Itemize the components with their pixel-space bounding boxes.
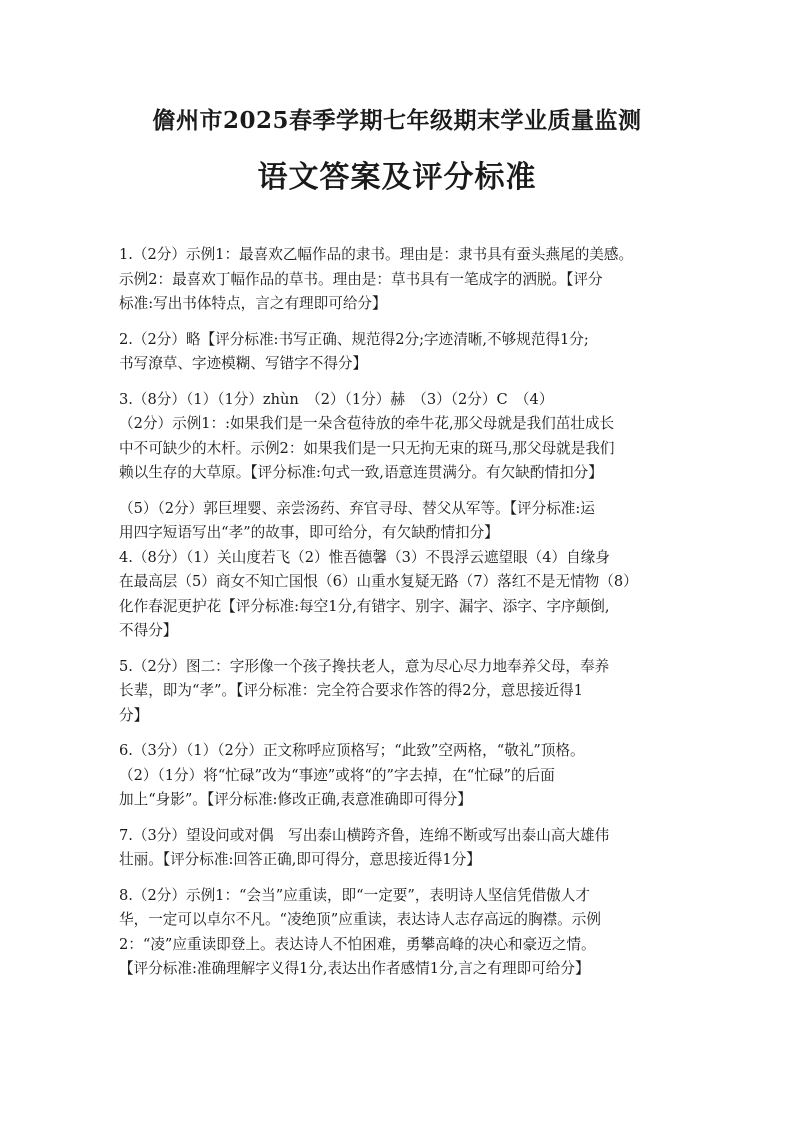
- answer-line: 示例2：最喜欢丁幅作品的草书。理由是：草书具有一笔成字的洒脱。【评分: [119, 270, 603, 288]
- answer-item: [119, 655, 699, 729]
- answer-line: 化作春泥更护花【评分标准:每空1分,有错字、别字、漏字、添字、字序颠倒,: [119, 597, 610, 615]
- answer-line: （5）（2分）郭巨埋婴、亲尝汤药、弃官寻母、替父从军等。【评分标准:运: [119, 499, 595, 517]
- answer-line: 用四字短语写出“孝”的故事，即可给分，有欠缺酌情扣分】: [119, 524, 499, 541]
- answer-line: 华，一定可以卓尔不凡。“凌绝顶”应重读，表达诗人志存高远的胸襟。示例: [119, 911, 601, 928]
- answer-line: 在最高层（5）商女不知亡国恨（6）山重水复疑无路（7）落红不是无情物（8）: [119, 573, 638, 590]
- answer-item: [119, 884, 699, 982]
- answer-line: 6.（3分）（1）（2分）正文称呼应顶格写；“此致”空两格，“敬礼”顶格。: [119, 742, 585, 759]
- answer-item: [119, 388, 699, 486]
- answer-line: 分】: [119, 706, 149, 724]
- answer-line: 4.（8分）（1）关山度若飞（2）惟吾德馨（3）不畏浮云遮望眼（4）自缘身: [119, 548, 610, 566]
- answer-line: 壮丽。【评分标准:回答正确,即可得分，意思接近得1分】: [119, 851, 481, 868]
- answer-line: 【评分标准:准确理解字义得1分,表达出作者感情1分,言之有理即可给分】: [119, 960, 590, 977]
- answer-line: 标准:写出书体特点，言之有理即可给分】: [119, 295, 387, 312]
- answer-line: 不得分】: [119, 622, 178, 639]
- answer-item: [119, 328, 699, 377]
- answer-line: 8.（2分）示例1：“会当”应重读，即“一定要”，表明诗人坚信凭借傲人才: [119, 886, 590, 904]
- answer-line: 2.（2分）略【评分标准:书写正确、规范得2分;字迹清晰,不够规范得1分;: [119, 330, 589, 348]
- answer-item: [119, 739, 699, 813]
- answer-line: （2分）示例1：:如果我们是一朵含苞待放的牵牛花,那父母就是我们茁壮成长: [119, 415, 615, 432]
- exam-title: 儋州市2025春季学期七年级期末学业质量监测: [152, 107, 642, 134]
- answer-line: 加上“身影”。【评分标准:修改正确,表意准确即可得分】: [119, 791, 472, 808]
- answer-line: 中不可缺少的木杆。示例2：如果我们是一只无拘无束的斑马,那父母就是我们: [119, 439, 615, 457]
- document-subtitle: 语文答案及评分标准: [257, 160, 537, 195]
- answer-line: 7.（3分）望设问或对偶 写出泰山横跨齐鲁，连绵不断或写出泰山高大雄伟: [119, 826, 610, 844]
- answer-item: [119, 243, 699, 317]
- answer-list: [119, 243, 699, 982]
- answer-line: 5.（2分）图二：字形像一个孩子搀扶老人，意为尽心尽力地奉养父母，奉养: [119, 657, 610, 675]
- answer-line: 书写潦草、字迹模糊、写错字不得分】: [119, 355, 368, 372]
- answer-item: [119, 824, 699, 873]
- answer-line: 3.（8分）（1）（1分）zhùn （2）（1分）赫 （3）（2分）C （4）: [119, 390, 554, 408]
- answer-line: （2）（1分）将“忙碌”改为“事迹”或将“的”字去掉，在“忙碌”的后面: [119, 766, 555, 784]
- answer-line: 2：“凌”应重读即登上。表达诗人不怕困难，勇攀高峰的决心和豪迈之情。: [119, 935, 596, 953]
- answer-line: 赖以生存的大草原。【评分标准:句式一致,语意连贯满分。有欠缺酌情扣分】: [119, 464, 603, 481]
- answer-item: [119, 497, 699, 644]
- answer-line: 长辈，即为“孝”。【评分标准：完全符合要求作答的得2分，意思接近得1: [119, 682, 584, 699]
- answer-line: 1.（2分）示例1：最喜欢乙幅作品的隶书。理由是：隶书具有蚕头燕尾的美感。: [119, 246, 634, 263]
